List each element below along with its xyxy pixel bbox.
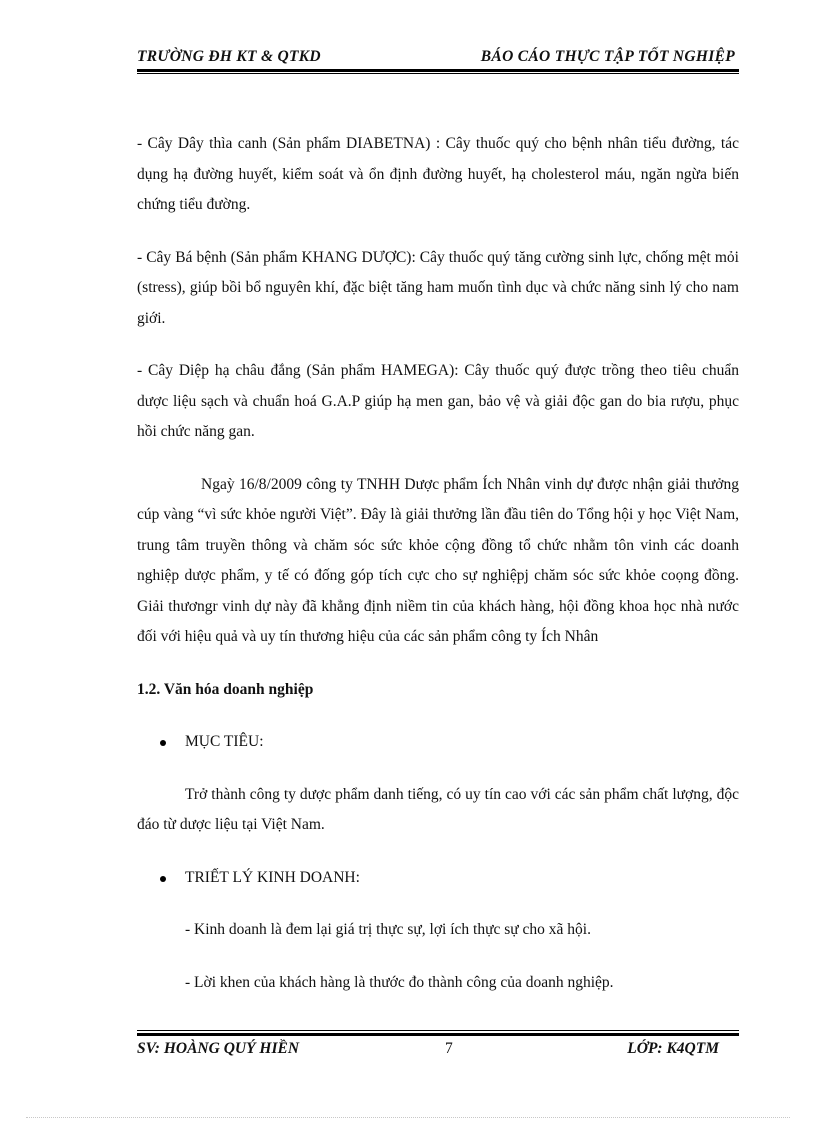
paragraph-khang-duoc: - Cây Bá bệnh (Sản phẩm KHANG DƯỢC): Cây thuốc quý tăng cường sinh lực, chống mệt mỏi (stress), giúp bồi bổ nguyên khí, đặc biệt tăng ham muốn tình dục và chức năng sinh lý cho nam giới. <box>137 248 739 327</box>
bullet-triet-ly-label: TRIẾT LÝ KINH DOANH: <box>185 868 360 886</box>
page-number: 7 <box>445 1040 453 1057</box>
page-footer <box>137 1030 739 1060</box>
bullet-dot-icon <box>160 876 166 882</box>
footer-student: SV: HOÀNG QUÝ HIỀN <box>137 1040 300 1057</box>
bullet-triet-ly <box>137 863 739 894</box>
footer-rule-thin <box>137 1030 739 1031</box>
paragraph-diabetna: - Cây Dây thìa canh (Sản phẩm DIABETNA) : Cây thuốc quý cho bệnh nhân tiểu đường, tác dụng hạ đường huyết, kiểm soát và ổn định đường huyết, hạ cholesterol máu, ngăn ngừa biến chứng tiểu đường. <box>137 135 739 213</box>
header-rule-thick <box>137 69 739 72</box>
paragraph-muc-tieu: Trở thành công ty dược phẩm danh tiếng, có uy tín cao với các sản phẩm chất lượng, độc đáo từ dược liệu tại Việt Nam. <box>137 785 739 833</box>
bullet-dot-icon <box>160 740 166 746</box>
page-header <box>137 48 739 74</box>
bullet-muc-tieu <box>137 727 739 758</box>
paragraph-hamega: - Cây Diệp hạ châu đắng (Sản phẩm HAMEGA): Cây thuốc quý được trồng theo tiêu chuẩn dược liệu sạch và chuẩn hoá G.A.P giúp hạ men gan, bảo vệ và giải độc gan do bia rượu, phục hồi chức năng gan. <box>137 362 739 440</box>
paragraph-award: Ngaỳ 16/8/2009 công ty TNHH Dược phẩm Ích Nhân vinh dự được nhận giải thưởng cúp vàng “vì sức khỏe người Việt”. Đây là giải thưởng lần đầu tiên do Tổng hội y học Việt Nam, trung tâm truyền thông và chăm sóc sức khỏe cộng đồng tổ chức nhằm tôn vinh các doanh nghiệp dược phẩm, y tế có đống góp tích cực cho sự nghiệpj chăm sóc sức khỏe coọng đồng. Giải thươngr vinh dự này đã khẳng định niềm tin của khách hàng, hội đồng khoa học nhà nước đối với hiệu quả và uy tín thương hiệu của các sản phẩm công ty Ích Nhân <box>137 475 739 645</box>
footer-class: LỚP: K4QTM <box>627 1040 719 1057</box>
header-rule-thin <box>137 73 739 74</box>
header-report-title: BÁO CÁO THỰC TẬP TỐT NGHIỆP <box>480 48 735 65</box>
header-school: TRƯỜNG ĐH KT & QTKD <box>137 48 321 65</box>
list-item-kinh-doanh: - Kinh doanh là đem lại giá trị thực sự, lợi ích thực sự cho xã hội. <box>185 921 591 938</box>
footer-rule-thick <box>137 1033 739 1036</box>
list-item-loi-khen: - Lời khen của khách hàng là thước đo thành công của doanh nghiệp. <box>185 973 614 991</box>
section-heading: 1.2. Văn hóa doanh nghiệp <box>137 680 314 698</box>
body-content <box>137 129 739 998</box>
page-bottom-dotted-border <box>26 1117 790 1118</box>
bullet-muc-tieu-label: MỤC TIÊU: <box>185 733 264 750</box>
